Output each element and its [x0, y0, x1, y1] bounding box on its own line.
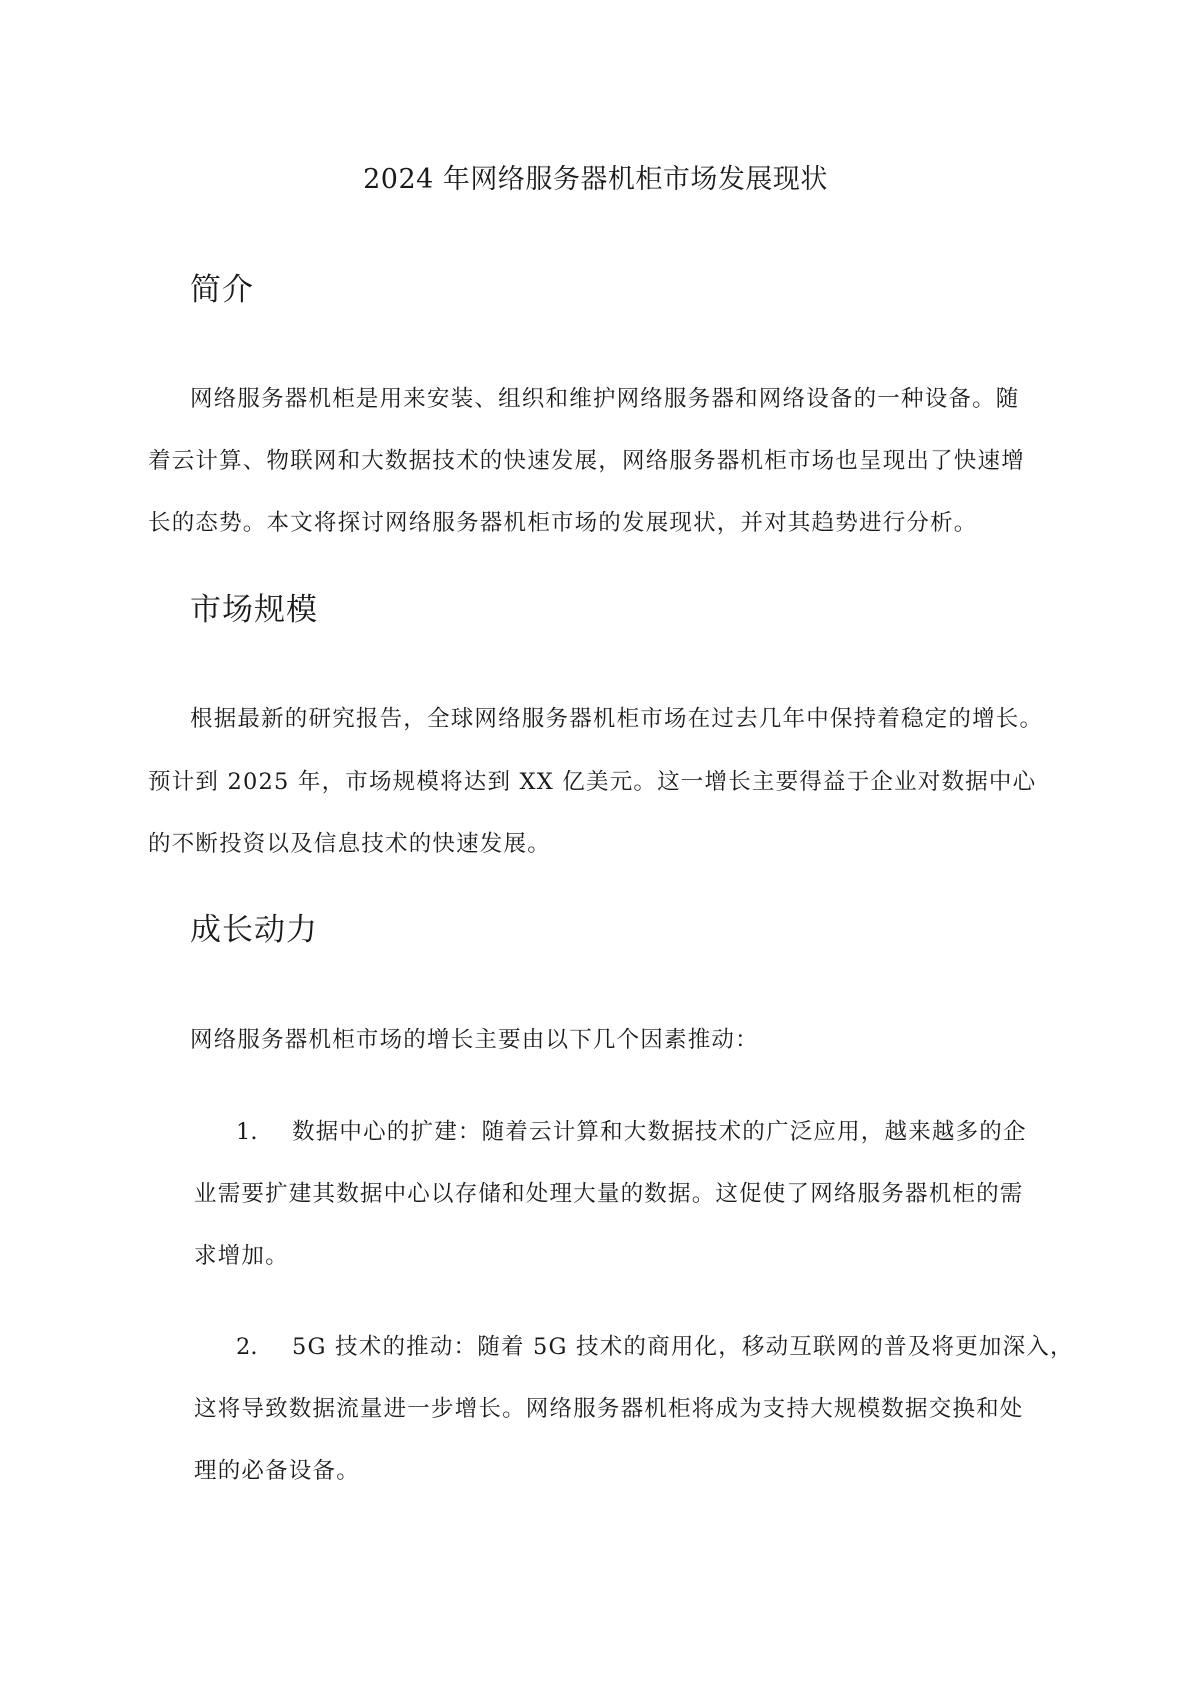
paragraph-line: 根据最新的研究报告，全球网络服务器机柜市场在过去几年中保持着稳定的增长。 — [190, 706, 1044, 732]
paragraph-line: 预计到 2025 年，市场规模将达到 XX 亿美元。这一增长主要得益于企业对数据中心 — [148, 769, 1037, 795]
list-item-line: 数据中心的扩建：随着云计算和大数据技术的广泛应用，越来越多的企 — [292, 1119, 1027, 1145]
paragraph-line: 着云计算、物联网和大数据技术的快速发展，网络服务器机柜市场也呈现出了快速增 — [148, 448, 1025, 474]
paragraph-line: 长的态势。本文将探讨网络服务器机柜市场的发展现状，并对其趋势进行分析。 — [148, 510, 978, 536]
list-item-line: 求增加。 — [194, 1243, 289, 1269]
list-item-line: 这将导致数据流量进一步增长。网络服务器机柜将成为支持大规模数据交换和处 — [194, 1396, 1024, 1422]
paragraph-line: 的不断投资以及信息技术的快速发展。 — [148, 831, 551, 857]
list-item-line: 业需要扩建其数据中心以存储和处理大量的数据。这促使了网络服务器机柜的需 — [194, 1181, 1024, 1207]
section-heading-intro: 简介 — [190, 272, 254, 308]
list-item-line: 理的必备设备。 — [194, 1458, 360, 1484]
paragraph-line: 网络服务器机柜市场的增长主要由以下几个因素推动： — [190, 1027, 759, 1053]
section-heading-growth-drivers: 成长动力 — [190, 912, 318, 948]
document-title: 2024 年网络服务器机柜市场发展现状 — [363, 164, 828, 195]
list-item-number: 2. — [236, 1334, 258, 1360]
list-item-number: 1. — [236, 1119, 258, 1145]
paragraph-line: 网络服务器机柜是用来安装、组织和维护网络服务器和网络设备的一种设备。随 — [190, 386, 1020, 412]
list-item-line: 5G 技术的推动：随着 5G 技术的商用化，移动互联网的普及将更加深入， — [292, 1334, 1074, 1360]
section-heading-market-size: 市场规模 — [190, 592, 318, 628]
